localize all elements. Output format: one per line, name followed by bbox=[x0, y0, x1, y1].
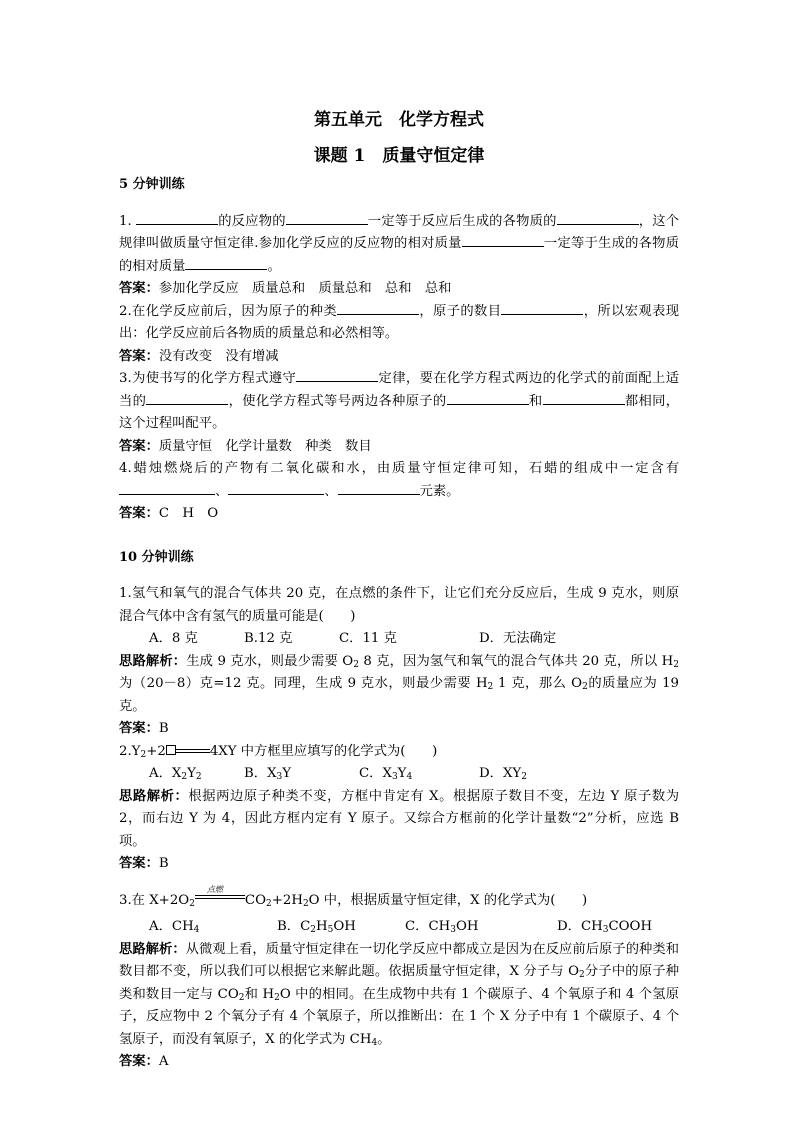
mc-options-3 bbox=[119, 916, 679, 939]
answer-4: 答案：C H O bbox=[119, 506, 219, 521]
mc-question-2: $2.Y_2+2$ 4XY 中方框里应填写的化学式为( ) bbox=[119, 743, 438, 760]
explanation-1: 思路解析：生成 9 克水，则最少需要 $O_2$ 8 克，因为氢气和氧气的混合气体共 20 克，所以 $H_2$为（20－8）克=12 克。同理，生成 9 克水，则最少需要 $H_2$ 1 克，那么 $O_2$的质量应为 19 克。 bbox=[119, 653, 680, 714]
option-c[interactable]: C．$CH_3OH$ bbox=[405, 919, 479, 935]
section-gap bbox=[119, 197, 679, 211]
section-title-5min: 5 分钟训练 bbox=[119, 177, 185, 192]
mc-question-1: 1.氢气和氧气的混合气体共 20 克，在点燃的条件下，让它们充分反应后，生成 9 克水，则原混合气体中含有氢气的质量可能是( ) bbox=[119, 586, 679, 624]
fill-blank[interactable] bbox=[543, 391, 625, 405]
question-4: 4.蜡烛燃烧后的产物有二氧化碳和水，由质量守恒定律可知，石蜡的组成中一定含有、 、 元素。 bbox=[119, 461, 679, 499]
mc-options-2 bbox=[119, 763, 679, 786]
question-2: 2.在化学反应前后，因为原子的种类 ，原子的数目 ，所以宏观表现出：化学反应前后各物质的质量总和必然相等。 bbox=[119, 301, 679, 346]
option-b[interactable]: B．$C_2H_5OH$ bbox=[277, 919, 356, 935]
section-gap bbox=[119, 526, 679, 547]
mc-answer-3: 答案：A bbox=[119, 1054, 169, 1069]
fill-blank[interactable] bbox=[296, 368, 378, 382]
fill-blank[interactable] bbox=[185, 256, 267, 270]
option-d[interactable]: D．$XY_2$ bbox=[479, 766, 527, 782]
explanation-3: 思路解析：从微观上看，质量守恒定律在一切化学反应中都成立是因为在反应前后原子的种类和数目都不变，所以我们可以根据它来解此题。依据质量守恒定律，X 分子与 $O_2$分子中的原子种类和数目一定与 $CO_2$和 $H_2O$ 中的相同。在生成物中共有 1 个碳原子、4 个氧原子和 4 个氢原子，反应物中 2 个氧分子有 4 个氧原子，所以推断出：在 1 个 X 分子中有 1 个碳原子、4 个氢原子，而没有氧原子，X 的化学式为 $CH_4$。 bbox=[119, 941, 680, 1048]
unit-title: 第五单元 化学方程式 bbox=[314, 110, 484, 130]
answer-3: 答案：质量守恒 化学计量数 种类 数目 bbox=[119, 438, 372, 454]
section-gap bbox=[119, 569, 679, 583]
blank-box[interactable] bbox=[166, 745, 176, 755]
equals-sign bbox=[176, 749, 210, 753]
fill-blank[interactable] bbox=[338, 481, 420, 495]
section-title-10min: 10 分钟训练 bbox=[119, 549, 194, 565]
option-d[interactable]: D．$CH_3COOH$ bbox=[557, 919, 653, 935]
fill-blank[interactable] bbox=[337, 301, 419, 315]
option-d[interactable]: D．无法确定 bbox=[479, 631, 557, 646]
mc-answer-1: 答案：B bbox=[119, 721, 169, 736]
document-page bbox=[119, 100, 679, 1074]
question-gap bbox=[119, 876, 679, 890]
fill-blank[interactable] bbox=[286, 211, 368, 225]
fill-blank[interactable] bbox=[228, 481, 324, 495]
mc-answer-2: 答案：B bbox=[119, 856, 169, 871]
answer-1: 答案：参加化学反应 质量总和 质量总和 总和 总和 bbox=[119, 281, 452, 296]
fill-blank[interactable] bbox=[447, 391, 529, 405]
option-a[interactable]: A．$X_2Y_2$ bbox=[149, 766, 202, 782]
option-c[interactable]: C．$X_3Y_4$ bbox=[359, 766, 413, 782]
explanation-2: 思路解析：根据两边原子种类不变，方框中肯定有 X。根据原子数目不变，左边 Y 原子数为 2，而右边 Y 为 4，因此方框内定有 Y 原子。又综合方框前的化学计量数“2”分析，应选 B 项。 bbox=[119, 788, 679, 849]
fill-blank[interactable] bbox=[146, 391, 228, 405]
option-c[interactable]: C．11 克 bbox=[339, 631, 397, 646]
question-1: 1. 的反应物的 一定等于反应后生成的各物质的 ，这个规律叫做质量守恒定律.参加化学反应的反应物的相对质量 一定等于生成的各物质的相对质量 。 bbox=[119, 211, 679, 279]
fill-blank[interactable] bbox=[119, 481, 215, 495]
answer-2: 答案：没有改变 没有增减 bbox=[119, 348, 279, 364]
question-3: 3.为使书写的化学方程式遵守 定律，要在化学方程式两边的化学式的前面配上适当的 ，使化学方程式等号两边各种原子的 和 都相同，这个过程叫配平。 bbox=[119, 368, 679, 436]
reaction-condition-arrow: 点燃 bbox=[195, 890, 245, 904]
fill-blank[interactable] bbox=[557, 211, 639, 225]
option-a[interactable]: A．$CH_4$ bbox=[149, 919, 200, 935]
option-b[interactable]: B.12 克 bbox=[244, 631, 293, 646]
fill-blank[interactable] bbox=[136, 211, 218, 225]
option-a[interactable]: A．8 克 bbox=[149, 631, 198, 646]
mc-options-1 bbox=[119, 628, 679, 651]
fill-blank[interactable] bbox=[501, 301, 583, 315]
lesson-title: 课题 1 质量守恒定律 bbox=[313, 146, 485, 166]
option-b[interactable]: B．$X_3Y$ bbox=[244, 766, 292, 782]
fill-blank[interactable] bbox=[462, 233, 544, 247]
mc-question-3: 3.在 $X+2O_2$ 点燃 $CO_2+2H_2O$ 中，根据质量守恒定律，X 的化学式为( ) bbox=[119, 884, 588, 909]
